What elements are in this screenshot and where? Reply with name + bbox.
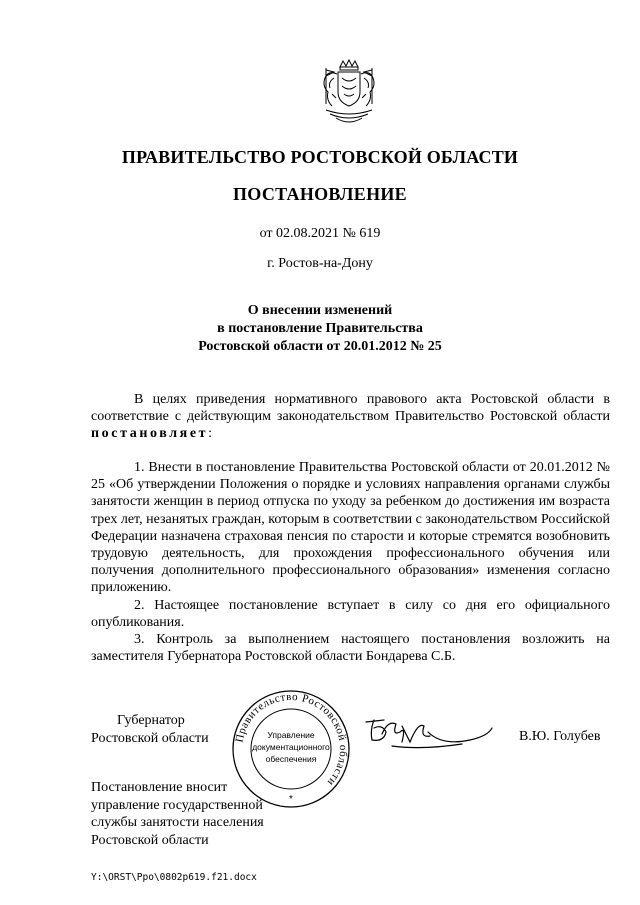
org-title: ПРАВИТЕЛЬСТВО РОСТОВСКОЙ ОБЛАСТИ — [121, 147, 519, 167]
submitted-by-block — [91, 779, 264, 849]
submitted-by-line: управление государственной — [91, 797, 263, 813]
subject-line: в постановление Правительства — [217, 321, 423, 336]
preamble-text: В целях приведения нормативного правового акта Ростовской области в соответствие с действующим законодательством Правительство Ростовской области — [91, 392, 610, 425]
document-subject — [0, 302, 640, 356]
submitted-by-line: Постановление вносит — [91, 780, 228, 795]
stamp-ring-text: Правительство Ростовской области — [233, 690, 350, 789]
preamble-colon: : — [208, 426, 213, 442]
decree-item: 1. Внести в постановление Правительства Ростовской области от 20.01.2012 № 25 «Об утверждении Положения о порядке и условиях направления органами службы занятости женщин в период отпуска по уходу за ребенком до достижения им возраста трех лет, незанятых граждан, которым в соответствии с законодательством Российской Федерации назначена страховая пенсия по старости и которые стремятся возобновить трудовую деятельность, для прохождения профессионального обучения или получения дополнительного профессионального образования» изменения согласно приложению. — [91, 460, 610, 596]
stamp-line: обеспечения — [265, 754, 317, 764]
decree-word: постановляет — [91, 426, 209, 442]
preamble — [91, 391, 610, 443]
file-path: Y:\ORST\Ppo\0802p619.f21.docx — [91, 872, 257, 883]
subject-line: О внесении изменений — [247, 303, 393, 318]
city-line: г. Ростов-на-Дону — [267, 256, 373, 271]
position-line: Ростовской области — [91, 730, 209, 746]
decree-item: 3. Контроль за выполнением настоящего постановления возложить на заместителя Губернатора Ростовской области Бондарева С.Б. — [91, 632, 610, 665]
signatory-position — [91, 712, 209, 747]
signatory-name: В.Ю. Голубев — [519, 729, 601, 744]
stamp-star: * — [289, 794, 293, 805]
date-and-number: от 02.08.2021 № 619 — [259, 226, 381, 241]
stamp-line: документационного — [252, 742, 330, 752]
position-line: Губернатор — [117, 713, 185, 728]
stamp-line: Управление — [267, 730, 315, 740]
submitted-by-line: Ростовской области — [91, 832, 209, 848]
submitted-by-line: службы занятости населения — [91, 815, 264, 831]
preamble-paragraph — [91, 391, 610, 443]
handwritten-signature — [362, 712, 502, 752]
coat-of-arms-emblem — [316, 58, 382, 128]
decree-items — [91, 459, 610, 665]
subject-line: Ростовской области от 20.01.2012 № 25 — [198, 339, 442, 354]
document-type-title: ПОСТАНОВЛЕНИЕ — [233, 184, 407, 204]
decree-item: 2. Настоящее постановление вступает в силу со дня его официального опубликования. — [91, 597, 610, 630]
